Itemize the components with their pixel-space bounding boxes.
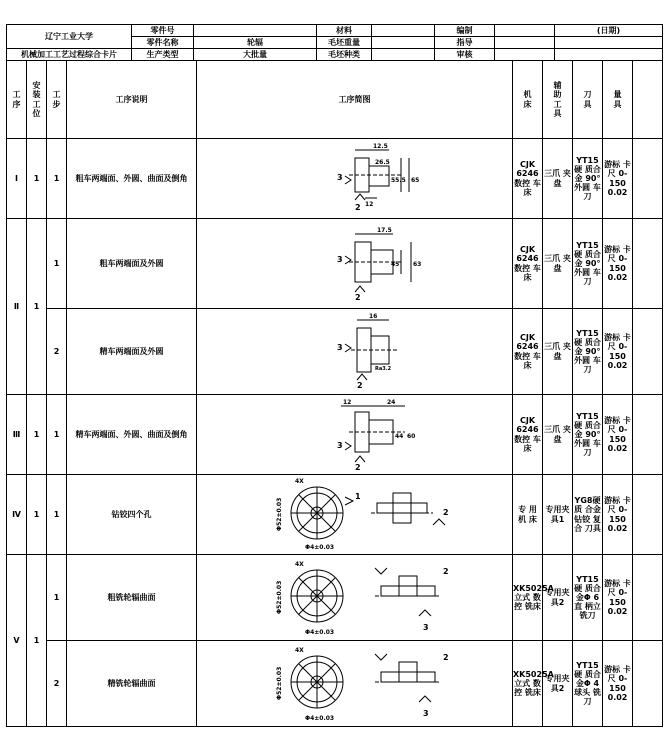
wheel-sketch-1 [205, 475, 505, 551]
step-description: 粗车两端面及外圆 [67, 219, 197, 309]
turning-sketch-1 [205, 140, 505, 214]
svg-text:3: 3 [336, 173, 343, 183]
blank-type-value [372, 49, 435, 61]
step-description: 钻铰四个孔 [67, 475, 197, 555]
school-name: 辽宁工业大学 [7, 25, 132, 49]
production-type-value: 大批量 [194, 49, 317, 61]
svg-text:Φ4±0.03: Φ4±0.03 [304, 629, 334, 637]
tool: YT15硬 质合金 90° 外圆 车刀 [573, 139, 603, 219]
turning-sketch-3 [205, 310, 505, 390]
svg-text:4X: 4X [294, 478, 304, 486]
extra-cell [633, 219, 663, 309]
step-id: 1 [47, 219, 67, 309]
review-label: 审核 [435, 49, 495, 61]
machine: CJK 6246 数控 车床 [513, 219, 543, 309]
gauge: 游标 卡尺 0-150 0.02 [603, 475, 633, 555]
fixture: 三爪 夹盘 [543, 219, 573, 309]
svg-text:12.5: 12.5 [372, 143, 388, 151]
wheel-sketch-2 [205, 556, 505, 636]
svg-text:65: 65 [410, 177, 419, 185]
blank-type-label: 毛坯种类 [317, 49, 372, 61]
process-sketch [197, 219, 513, 309]
svg-text:2: 2 [354, 203, 361, 213]
col-machine: 机床 [513, 61, 543, 139]
material-value [372, 25, 435, 37]
gauge: 游标 卡尺 0-150 0.02 [603, 139, 633, 219]
gauge: 游标 卡尺 0-150 0.02 [603, 395, 633, 475]
fixture: 三爪 夹盘 [543, 309, 573, 395]
process-id: Ⅲ [7, 395, 27, 475]
compile-label: 编制 [435, 25, 495, 37]
svg-text:26.5: 26.5 [374, 159, 390, 167]
step-id: 2 [47, 309, 67, 395]
extra-cell [633, 641, 663, 727]
table-row [7, 139, 663, 219]
step-description: 精车两端面及外圆 [67, 309, 197, 395]
card-title: 机械加工工艺过程综合卡片 [7, 49, 132, 61]
guide-label: 指导 [435, 37, 495, 49]
table-row [7, 475, 663, 555]
process-sketch [197, 395, 513, 475]
table-row [7, 219, 663, 309]
tool: YT15硬 质合金 90° 外圆 车刀 [573, 395, 603, 475]
fixture: 三爪 夹盘 [543, 139, 573, 219]
blank-weight-value [372, 37, 435, 49]
extra-cell [633, 475, 663, 555]
svg-text:3: 3 [422, 709, 429, 719]
tool: YT15硬 质合金Φ 4 球头 铣刀 [573, 641, 603, 727]
step-id: 1 [47, 395, 67, 475]
process-id: Ⅰ [7, 139, 27, 219]
turning-sketch-2 [205, 222, 505, 302]
date-value-3 [555, 49, 663, 61]
setup-id: 1 [27, 395, 47, 475]
svg-text:Φ52±0.03: Φ52±0.03 [275, 498, 283, 532]
svg-text:2: 2 [354, 293, 361, 303]
process-card [6, 24, 662, 744]
fixture: 三爪 夹盘 [543, 395, 573, 475]
material-label: 材料 [317, 25, 372, 37]
gauge: 游标 卡尺 0-150 0.02 [603, 309, 633, 395]
svg-text:Φ52±0.03: Φ52±0.03 [275, 667, 283, 701]
part-no-value [194, 25, 317, 37]
machine: CJK 6246 数控 车床 [513, 139, 543, 219]
svg-text:1: 1 [354, 492, 361, 502]
svg-text:16: 16 [368, 313, 377, 321]
gauge: 游标 卡尺 0-150 0.02 [603, 219, 633, 309]
table-row [7, 641, 663, 727]
turning-sketch-4 [205, 396, 505, 473]
col-fixture: 辅助工具 [543, 61, 573, 139]
fixture: 专用夹 具2 [543, 555, 573, 641]
step-description: 精铣轮辐曲面 [67, 641, 197, 727]
svg-text:3: 3 [336, 343, 343, 353]
machine: 专 用 机 床 [513, 475, 543, 555]
col-tool: 刀具 [573, 61, 603, 139]
machine: XK5025A 立式 数控 铣床 [513, 555, 543, 641]
gauge: 游标 卡尺 0-150 0.02 [603, 555, 633, 641]
date-value-2 [555, 37, 663, 49]
svg-text:2: 2 [442, 508, 449, 518]
process-sketch [197, 641, 513, 727]
process-sketch [197, 555, 513, 641]
step-description: 精车两端面、外圆、曲面及倒角 [67, 395, 197, 475]
svg-text:12: 12 [342, 399, 351, 407]
header-table [6, 24, 663, 61]
svg-text:63: 63 [412, 261, 421, 269]
gauge: 游标 卡尺 0-150 0.02 [603, 641, 633, 727]
svg-text:45: 45 [390, 261, 399, 269]
svg-text:3: 3 [336, 255, 343, 265]
machine: CJK 6246 数控 车床 [513, 309, 543, 395]
extra-cell [633, 309, 663, 395]
svg-text:44: 44 [394, 433, 403, 441]
svg-text:Ra3.2: Ra3.2 [374, 366, 391, 373]
fixture: 专用夹 具2 [543, 641, 573, 727]
col-gauge: 量具 [603, 61, 633, 139]
review-value [495, 49, 555, 61]
svg-text:4X: 4X [294, 647, 304, 655]
step-description: 粗铣轮辐曲面 [67, 555, 197, 641]
svg-text:17.5: 17.5 [376, 227, 392, 235]
col-setup: 安装工位 [27, 61, 47, 139]
machine: CJK 6246 数控 车床 [513, 395, 543, 475]
tool: YT15硬 质合金 90° 外圆 车刀 [573, 219, 603, 309]
svg-text:Φ52±0.03: Φ52±0.03 [275, 581, 283, 615]
svg-text:3: 3 [336, 441, 343, 451]
extra-cell [633, 555, 663, 641]
svg-text:2: 2 [442, 653, 449, 663]
production-type-label: 生产类型 [132, 49, 194, 61]
setup-id: 1 [27, 219, 47, 395]
machine: XK5025A 立式 数控 铣床 [513, 641, 543, 727]
table-row [7, 309, 663, 395]
tool: YT15硬 质合金 90° 外圆 车刀 [573, 309, 603, 395]
step-id: 1 [47, 475, 67, 555]
svg-text:2: 2 [356, 381, 363, 391]
process-sketch [197, 139, 513, 219]
extra-cell [633, 395, 663, 475]
setup-id: 1 [27, 555, 47, 727]
table-row [7, 555, 663, 641]
tool: YT15硬 质合金Φ 6直 柄立 铣刀 [573, 555, 603, 641]
svg-text:4X: 4X [294, 561, 304, 569]
col-extra [633, 61, 663, 139]
col-sketch: 工序简图 [197, 61, 513, 139]
svg-text:Φ4±0.03: Φ4±0.03 [304, 544, 334, 552]
process-sketch [197, 475, 513, 555]
process-id: Ⅴ [7, 555, 27, 727]
svg-text:2: 2 [354, 463, 361, 473]
date-label: (日期) [555, 25, 663, 37]
col-description: 工序说明 [67, 61, 197, 139]
setup-id: 1 [27, 139, 47, 219]
svg-text:12: 12 [364, 201, 373, 209]
svg-text:55.5: 55.5 [390, 177, 406, 185]
process-id: Ⅱ [7, 219, 27, 395]
svg-text:Φ4±0.03: Φ4±0.03 [304, 715, 334, 723]
blank-weight-label: 毛坯重量 [317, 37, 372, 49]
table-row [7, 395, 663, 475]
tool: YG8硬质 合金 钻铰 复合 刀具 [573, 475, 603, 555]
setup-id: 1 [27, 475, 47, 555]
part-no-label: 零件号 [132, 25, 194, 37]
part-name-value: 轮辐 [194, 37, 317, 49]
step-id: 1 [47, 139, 67, 219]
col-process: 工序 [7, 61, 27, 139]
part-name-label: 零件名称 [132, 37, 194, 49]
svg-text:60: 60 [406, 433, 415, 441]
process-id: Ⅳ [7, 475, 27, 555]
process-table [6, 60, 663, 727]
step-id: 1 [47, 555, 67, 641]
fixture: 专用夹 具1 [543, 475, 573, 555]
svg-text:24: 24 [386, 399, 395, 407]
extra-cell [633, 139, 663, 219]
guide-value [495, 37, 555, 49]
svg-text:2: 2 [442, 567, 449, 577]
step-description: 粗车两端面、外圆、曲面及倒角 [67, 139, 197, 219]
col-step: 工步 [47, 61, 67, 139]
wheel-sketch-3 [205, 642, 505, 722]
svg-text:3: 3 [422, 623, 429, 633]
compile-value [495, 25, 555, 37]
step-id: 2 [47, 641, 67, 727]
process-sketch [197, 309, 513, 395]
